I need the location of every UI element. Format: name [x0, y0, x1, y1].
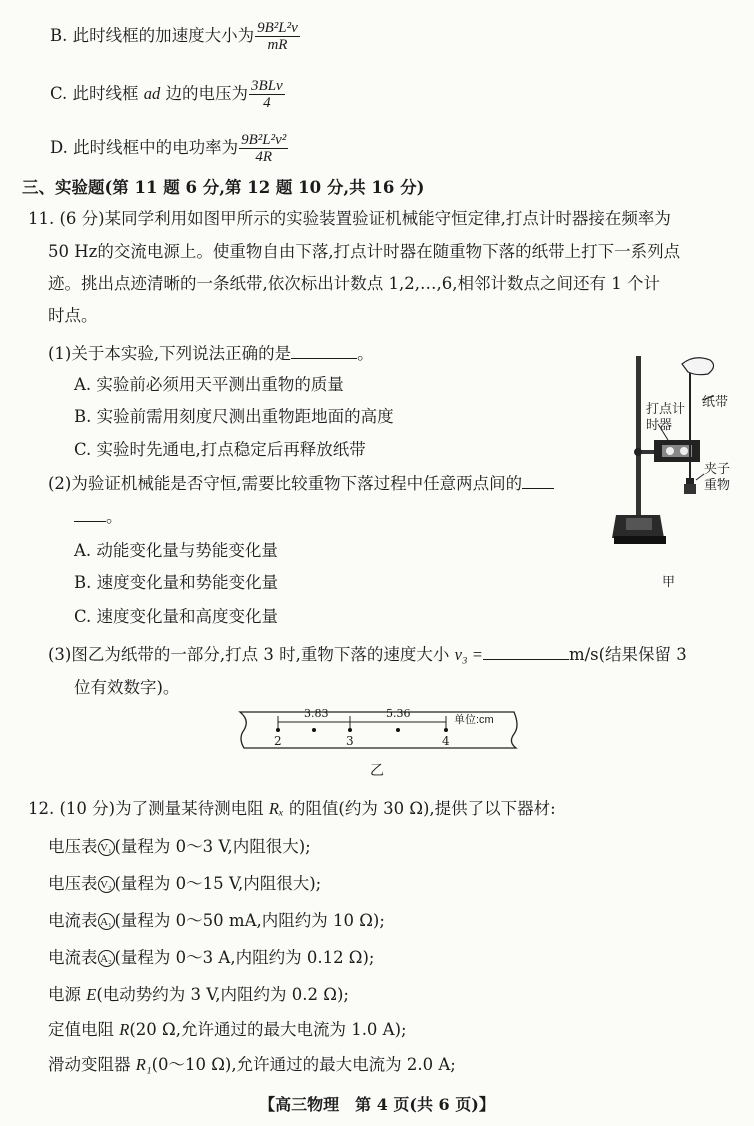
- fraction-d: $\frac{\text{9B²L²v²}}{4R}$: [241, 132, 287, 165]
- option-d: D. 此时线框中的电功率为 $\frac{\text{9B²L²v²}}{4R}$: [50, 132, 287, 165]
- q11-line1: 11. (6 分)某同学利用如图甲所示的实验装置验证机械能守恒定律,打点计时器接在频率为: [28, 209, 671, 228]
- figure-tape: [236, 708, 522, 754]
- tape-unit: 单位:cm: [454, 714, 494, 726]
- q11-p1-option-b: B. 实验前需用刻度尺测出重物距地面的高度: [74, 407, 394, 426]
- answer-blank[interactable]: [483, 643, 569, 660]
- section-title: 三、实验题(第 11 题 6 分,第 12 题 10 分,共 16 分): [22, 178, 425, 197]
- q12-item-a1: 电流表 A₁ (量程为 0～50 mA,内阻约为 10 Ω);: [48, 911, 385, 930]
- q11-part3-cont: 位有效数字)。: [74, 678, 180, 697]
- hand-icon: [682, 358, 714, 375]
- label-clip-weight: 夹子 重物: [704, 462, 731, 493]
- weight: [684, 484, 696, 494]
- tape-dot: [396, 728, 400, 732]
- tape-dot: [444, 728, 448, 732]
- fraction-b: $\frac{\text{9B²L²v}}{mR}$: [257, 20, 298, 53]
- option-c: C. 此时线框 ad 边的电压为 $\frac{\text{3BLv}}{4}$: [50, 78, 283, 111]
- tape-distance-1: 3.83: [304, 707, 329, 720]
- q12-item-rheostat: 滑动变阻器 R₁(0～10 Ω),允许通过的最大电流为 2.0 A;: [48, 1055, 456, 1074]
- answer-blank[interactable]: [291, 342, 357, 359]
- q11-part2-cont: 。: [74, 505, 123, 528]
- q11-p1-option-a: A. 实验前必须用天平测出重物的质量: [74, 375, 344, 394]
- label-timer: 打点计 时器: [646, 402, 686, 433]
- q12-item-resistor: 定值电阻 R(20 Ω,允许通过的最大电流为 1.0 A);: [48, 1020, 407, 1039]
- tape-point-4: 4: [442, 734, 450, 748]
- fraction-c: $\frac{\text{3BLv}}{4}$: [251, 78, 283, 111]
- q11-line4: 时点。: [48, 306, 98, 325]
- figure-yi-caption: 乙: [370, 763, 384, 779]
- ammeter-icon: A₂: [98, 950, 115, 967]
- q11-line2: 50 Hz的交流电源上。使重物自由下落,打点计时器在随重物下落的纸带上打下一系列点: [48, 242, 681, 261]
- voltmeter-icon: V₂: [98, 876, 115, 893]
- voltmeter-icon: V₁: [98, 839, 115, 856]
- stand-rod: [636, 356, 641, 536]
- q12-item-source: 电源 E(电动势约为 3 V,内阻约为 0.2 Ω);: [48, 985, 349, 1004]
- figure-jia-caption: 甲: [662, 575, 676, 590]
- q11-part3: (3)图乙为纸带的一部分,打点 3 时,重物下落的速度大小 v₃ = m/s(结果保留 3: [48, 645, 687, 664]
- tape-point-2: 2: [274, 734, 282, 748]
- answer-blank[interactable]: [522, 472, 554, 489]
- q12-item-v1: 电压表 V₁ (量程为 0～3 V,内阻很大);: [48, 837, 311, 856]
- q11-line3: 迹。挑出点迹清晰的一条纸带,依次标出计数点 1,2,…,6,相邻计数点之间还有 1 个计: [48, 274, 660, 293]
- q11-p2-option-b: B. 速度变化量和势能变化量: [74, 573, 279, 592]
- figure-apparatus: [598, 350, 748, 590]
- tape-point-3: 3: [346, 734, 354, 748]
- q11-p1-option-c: C. 实验时先通电,打点稳定后再释放纸带: [74, 440, 366, 459]
- tape-dot: [348, 728, 352, 732]
- ammeter-icon: A₁: [98, 913, 115, 930]
- q12-intro: 12. (10 分)为了测量某待测电阻 Rₓ 的阻值(约为 30 Ω),提供了以下器材:: [28, 799, 556, 818]
- q11-p2-option-c: C. 速度变化量和高度变化量: [74, 607, 279, 626]
- tape-distance-2: 5.36: [386, 707, 411, 720]
- q11-p2-option-a: A. 动能变化量与势能变化量: [74, 541, 278, 560]
- q11-part2: (2)为验证机械能是否守恒,需要比较重物下落过程中任意两点间的: [48, 472, 554, 495]
- label-paper-tape: 纸带: [702, 395, 729, 410]
- q12-item-a2: 电流表 A₂ (量程为 0～3 A,内阻约为 0.12 Ω);: [48, 948, 375, 967]
- answer-blank[interactable]: [74, 505, 106, 522]
- tape-dot: [312, 728, 316, 732]
- page-footer: 【高三物理 第 4 页(共 6 页)】: [259, 1095, 495, 1114]
- tape-dot: [276, 728, 280, 732]
- q11-part1: (1)关于本实验,下列说法正确的是 。: [48, 344, 374, 363]
- option-b: B. 此时线框的加速度大小为 $\frac{\text{9B²L²v}}{mR}$: [50, 20, 298, 53]
- q12-item-v2: 电压表 V₂ (量程为 0～15 V,内阻很大);: [48, 874, 322, 893]
